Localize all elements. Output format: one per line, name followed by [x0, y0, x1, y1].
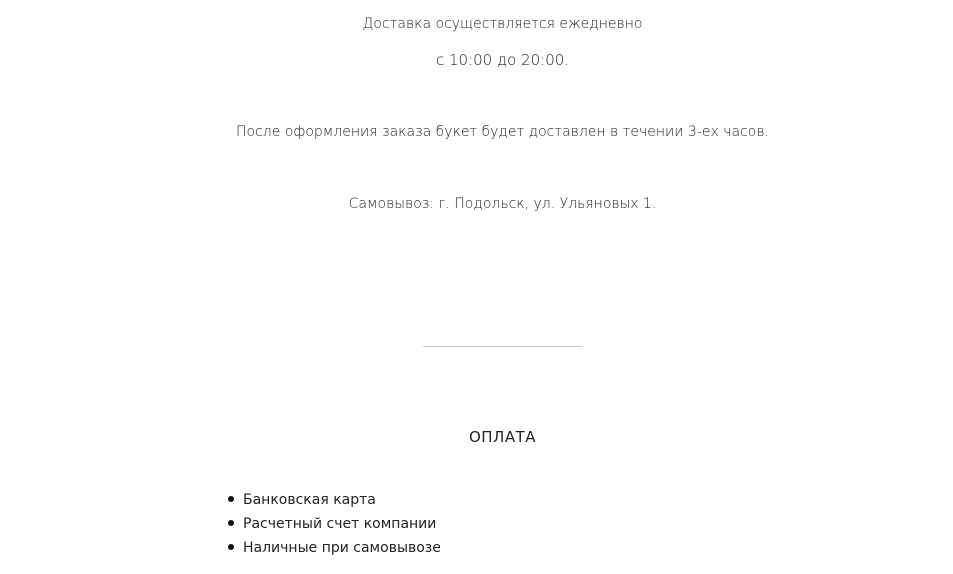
pickup-address-text: Самовывоз: г. Подольск, ул. Ульяновых 1. — [348, 196, 657, 212]
payment-heading: ОПЛАТА — [468, 428, 537, 446]
list-item — [243, 536, 441, 560]
list-item — [243, 512, 441, 536]
list-item — [243, 488, 441, 512]
payment-method-label: Наличные при самовывозе — [243, 540, 441, 556]
bullet-icon — [228, 496, 234, 502]
bullet-icon — [228, 520, 234, 526]
section-divider — [423, 346, 583, 347]
delivery-days-text: Доставка осуществляется ежедневно — [362, 16, 643, 32]
bullet-icon — [228, 544, 234, 550]
payment-methods-list — [243, 488, 441, 560]
delivery-time-text: После оформления заказа букет будет доставлен в течении 3-ех часов. — [236, 124, 769, 140]
payment-method-label: Банковская карта — [243, 492, 376, 508]
delivery-hours-text: с 10:00 до 20:00. — [435, 51, 570, 69]
payment-method-label: Расчетный счет компании — [243, 516, 437, 532]
